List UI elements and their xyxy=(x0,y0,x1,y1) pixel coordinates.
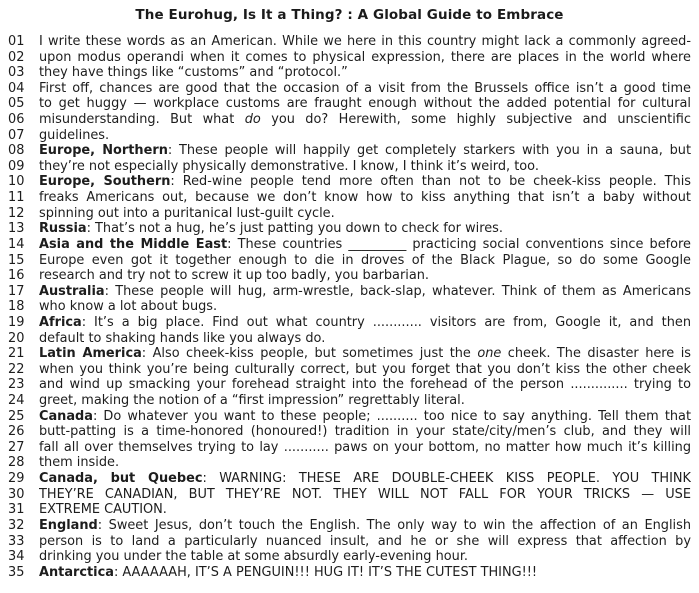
line-number: 16 xyxy=(8,268,25,284)
text-line xyxy=(0,299,699,315)
text-line xyxy=(0,268,699,284)
line-number: 34 xyxy=(8,549,25,565)
line-text: Canada, but Quebec: WARNING: THESE ARE DOUBLE-CHEEK KISS PEOPLE. YOU THINK xyxy=(39,471,691,487)
text-line xyxy=(0,471,699,487)
line-number: 20 xyxy=(8,330,25,346)
text-line xyxy=(0,377,699,393)
line-text: Africa: It’s a big place. Find out what country ............ visitors are from, Google it, and then xyxy=(39,314,691,330)
line-text: person is to land a particularly nuanced insult, and he or she will express that affection by xyxy=(39,533,691,549)
line-text: Australia: These people will hug, arm-wrestle, back-slap, whatever. Think of them as Americans xyxy=(39,283,691,299)
line-text: I write these words as an American. While we here in this country might lack a commonly agreed- xyxy=(39,34,691,49)
text-line xyxy=(0,424,699,440)
line-number: 11 xyxy=(8,190,25,206)
text-line xyxy=(0,34,699,50)
text-line xyxy=(0,65,699,81)
text-line xyxy=(0,206,699,222)
line-number: 30 xyxy=(8,486,25,502)
line-number: 21 xyxy=(8,346,25,362)
line-number: 22 xyxy=(8,361,25,377)
line-number: 24 xyxy=(8,393,25,409)
line-number: 15 xyxy=(8,252,25,268)
line-number: 23 xyxy=(8,377,25,393)
text-line xyxy=(0,237,699,253)
line-number: 33 xyxy=(8,533,25,549)
text-line xyxy=(0,565,699,581)
line-text: Russia: That’s not a hug, he’s just patting you down to check for wires. xyxy=(39,221,503,237)
line-number: 27 xyxy=(8,439,25,455)
line-text: research and try not to screw it up too badly, you barbarian. xyxy=(39,268,430,284)
line-text: fall all over themselves trying to lay ........... paws on your bottom, no matter how much it’s killing xyxy=(39,439,691,455)
line-text: they’re not especially physically demonstrative. I know, I think it’s weird, too. xyxy=(39,158,539,174)
line-number: 09 xyxy=(8,158,25,174)
line-number: 01 xyxy=(8,34,25,49)
text-line xyxy=(0,221,699,237)
text-line xyxy=(0,362,699,378)
line-text: England: Sweet Jesus, don’t touch the English. The only way to win the affection of an English xyxy=(39,517,691,533)
line-text: to get huggy — workplace customs are fraught enough without the added potential for cultural xyxy=(39,96,691,112)
text-line xyxy=(0,174,699,190)
line-text: spinning out into a puritanical lust-guilt cycle. xyxy=(39,205,335,221)
line-number: 12 xyxy=(8,205,25,221)
line-text: First off, chances are good that the occasion of a visit from the Brussels office isn’t a good time xyxy=(39,80,691,96)
text-line xyxy=(0,159,699,175)
text-line xyxy=(0,284,699,300)
line-text: THEY’RE CANADIAN, BUT THEY’RE NOT. THEY WILL NOT FALL FOR YOUR TRICKS — USE xyxy=(39,486,691,502)
line-text: them inside. xyxy=(39,455,120,471)
text-line xyxy=(0,81,699,97)
text-line xyxy=(0,331,699,347)
line-number: 17 xyxy=(8,283,25,299)
line-text: and wind up smacking your forehead straight into the forehead of the person .............. trying to xyxy=(39,377,691,393)
line-text: Latin America: Also cheek-kiss people, but sometimes just the one cheek. The disaster here is xyxy=(39,346,691,362)
line-number: 29 xyxy=(8,471,25,487)
line-text: upon modus operandi when it comes to physical expression, there are places in the world where xyxy=(39,49,691,65)
line-number: 35 xyxy=(8,564,25,580)
line-number: 08 xyxy=(8,143,25,159)
text-line xyxy=(0,253,699,269)
text-line xyxy=(0,487,699,503)
line-text: guidelines. xyxy=(39,127,110,143)
line-number: 05 xyxy=(8,96,25,112)
line-number: 14 xyxy=(8,236,25,252)
text-line xyxy=(0,315,699,331)
line-number: 18 xyxy=(8,299,25,315)
line-number: 07 xyxy=(8,127,25,143)
text-line xyxy=(0,502,699,518)
text-line xyxy=(0,112,699,128)
text-line xyxy=(0,143,699,159)
line-number: 26 xyxy=(8,424,25,440)
line-text: Asia and the Middle East: These countries _________ practicing social conventions since before xyxy=(39,236,691,252)
line-text: butt-patting is a time-honored (honoured!) tradition in your state/city/men’s club, and they will xyxy=(39,424,691,440)
line-text: greet, making the notion of a “first impression” regrettably literal. xyxy=(39,393,465,409)
line-number: 31 xyxy=(8,502,25,518)
line-text: drinking you under the table at some absurdly early-evening hour. xyxy=(39,549,469,565)
line-number: 10 xyxy=(8,174,25,190)
text-line xyxy=(0,393,699,409)
text-content xyxy=(0,34,699,580)
line-text: freaks Americans out, because we don’t know how to kiss anything that isn’t a baby without xyxy=(39,190,691,206)
line-number: 13 xyxy=(8,221,25,237)
text-line xyxy=(0,346,699,362)
text-line xyxy=(0,455,699,471)
text-line xyxy=(0,409,699,425)
text-line xyxy=(0,50,699,66)
text-line xyxy=(0,190,699,206)
line-text: Antarctica: AAAAAAH, IT’S A PENGUIN!!! HUG IT! IT’S THE CUTEST THING!!! xyxy=(39,564,538,580)
line-number: 32 xyxy=(8,517,25,533)
line-text: Canada: Do whatever you want to these people; .......... too nice to say anything. Tell them that xyxy=(39,408,691,424)
line-text: Europe even got it together enough to die in droves of the Black Plague, so do some Google xyxy=(39,252,691,268)
line-number: 19 xyxy=(8,314,25,330)
line-text: default to shaking hands like you always do. xyxy=(39,330,326,346)
text-line xyxy=(0,549,699,565)
line-text: when you think you’re being culturally correct, but you forget that you don’t kiss the other cheek xyxy=(39,361,691,377)
text-line xyxy=(0,518,699,534)
line-text: they have things like “customs” and “protocol.” xyxy=(39,65,348,81)
line-text: misunderstanding. But what do you do? Herewith, some highly subjective and unscientific xyxy=(39,112,691,128)
line-text: EXTREME CAUTION. xyxy=(39,502,167,518)
line-number: 04 xyxy=(8,80,25,96)
text-line xyxy=(0,96,699,112)
line-number: 03 xyxy=(8,65,25,81)
line-number: 28 xyxy=(8,455,25,471)
document-title: The Eurohug, Is It a Thing? : A Global Guide to Embrace xyxy=(135,7,564,23)
line-number: 02 xyxy=(8,49,25,65)
line-number: 25 xyxy=(8,408,25,424)
line-text: Europe, Southern: Red-wine people tend more often than not to be cheek-kiss people. This xyxy=(39,174,691,190)
line-number: 06 xyxy=(8,112,25,128)
text-line xyxy=(0,128,699,144)
line-text: who know a lot about bugs. xyxy=(39,299,218,315)
line-text: Europe, Northern: These people will happily get completely starkers with you in a sauna, but xyxy=(39,143,691,159)
text-line xyxy=(0,534,699,550)
text-line xyxy=(0,440,699,456)
